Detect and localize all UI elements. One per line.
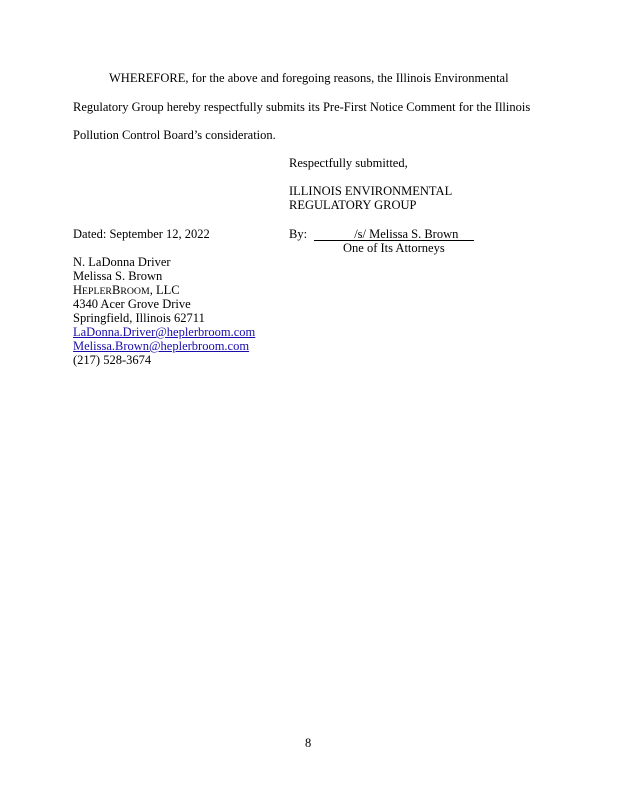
signature-text: /s/ Melissa S. Brown	[354, 227, 459, 241]
firm-epler: EPLER	[82, 286, 112, 297]
paragraph-line-2: Regulatory Group hereby respectfully submits its Pre-First Notice Comment for the Illinois	[73, 100, 531, 114]
closing-respectfully: Respectfully submitted,	[289, 156, 408, 170]
firm-room: ROOM	[120, 286, 150, 297]
org-name-line-1: ILLINOIS ENVIRONMENTAL	[289, 184, 453, 198]
email-link-brown[interactable]: Melissa.Brown@heplerbroom.com	[73, 339, 250, 353]
by-label: By:	[289, 227, 308, 241]
phone-number: (217) 528-3674	[73, 353, 152, 367]
firm-letter-b: B	[111, 283, 121, 297]
org-name-line-2: REGULATORY GROUP	[289, 198, 417, 212]
signature-line	[314, 227, 474, 241]
paragraph-line-1: WHEREFORE, for the above and foregoing reasons, the Illinois Environmental	[109, 71, 509, 85]
signature-block	[289, 227, 474, 242]
page-number: 8	[305, 736, 312, 750]
paragraph-line-3: Pollution Control Board’s consideration.	[73, 128, 276, 142]
counsel-name-1: N. LaDonna Driver	[73, 255, 171, 269]
dated-line: Dated: September 12, 2022	[73, 227, 210, 241]
email-link-driver[interactable]: LaDonna.Driver@heplerbroom.com	[73, 325, 256, 339]
firm-letter-h: H	[73, 283, 83, 297]
firm-llc: , LLC	[149, 283, 180, 297]
signature-role: One of Its Attorneys	[343, 241, 445, 255]
address-line-1: 4340 Acer Grove Drive	[73, 297, 191, 311]
address-line-2: Springfield, Illinois 62711	[73, 311, 205, 325]
counsel-name-2: Melissa S. Brown	[73, 269, 163, 283]
